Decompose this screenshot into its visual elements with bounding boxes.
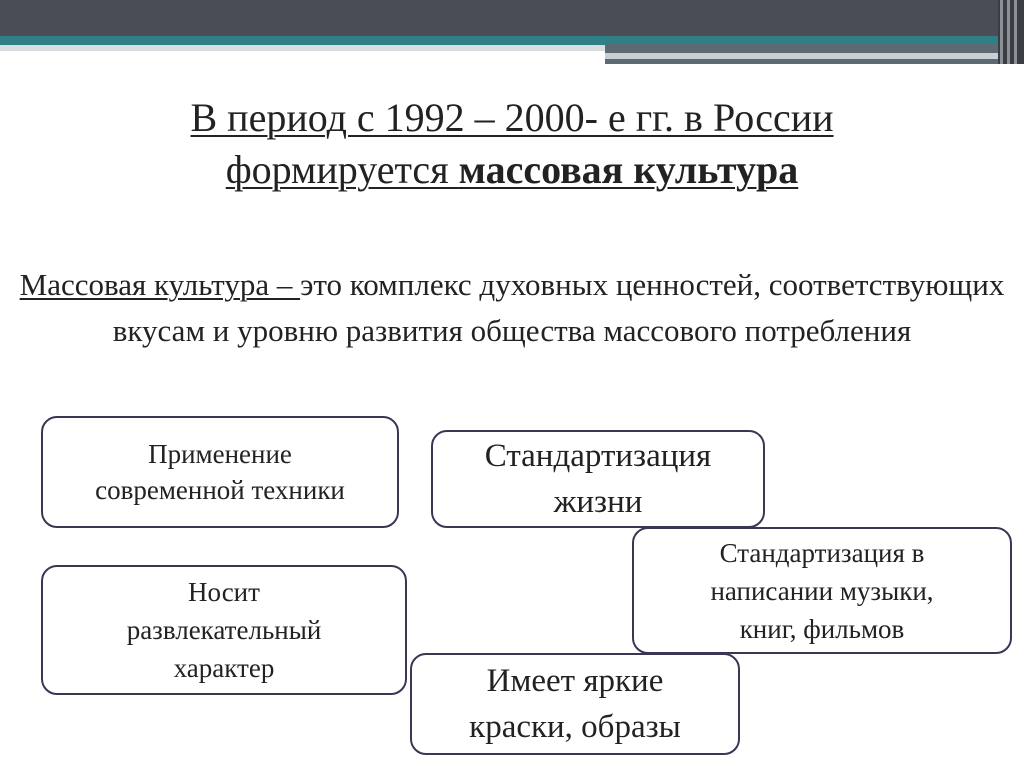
- feature-box-technology: [41, 416, 399, 528]
- header-strip: [1014, 0, 1017, 64]
- title-line-2-bold: массовая культура: [458, 147, 799, 192]
- title-line-1: В период с 1992 – 2000- е гг. в России: [190, 95, 834, 140]
- title-line-2-plain: формируется: [225, 147, 459, 192]
- title-line-2: [226, 147, 799, 192]
- header-strip: [1007, 0, 1010, 64]
- box-line: книг, фильмов: [739, 613, 905, 644]
- definition-term: Массовая культура –: [19, 267, 301, 302]
- feature-box-entertainment: [41, 565, 407, 695]
- feature-box-media-standardization: [632, 527, 1012, 654]
- box-line: Стандартизация: [484, 438, 712, 474]
- box-line: современной техники: [95, 475, 345, 505]
- header-strip: [1000, 0, 1003, 64]
- box-line: Стандартизация в: [719, 537, 925, 568]
- box-line: краски, образы: [469, 709, 681, 745]
- definition-text: это комплекс духовных ценностей, соответствующих вкусам и уровню развития общества массового потребления: [112, 267, 1005, 348]
- feature-box-life-standardization: [431, 430, 765, 528]
- header-band-dark: [0, 0, 1024, 36]
- header-band-accent-light: [605, 53, 1024, 59]
- box-line: характер: [173, 653, 275, 683]
- box-line: Применение: [148, 439, 292, 469]
- box-line: написании музыки,: [710, 575, 934, 606]
- box-line: жизни: [553, 484, 643, 520]
- definition-paragraph: [14, 262, 1010, 354]
- box-line: развлекательный: [126, 615, 322, 645]
- box-line: Носит: [188, 577, 260, 607]
- box-line: Имеет яркие: [486, 663, 664, 699]
- slide-title: [60, 92, 964, 196]
- feature-box-bright-images: [410, 653, 740, 755]
